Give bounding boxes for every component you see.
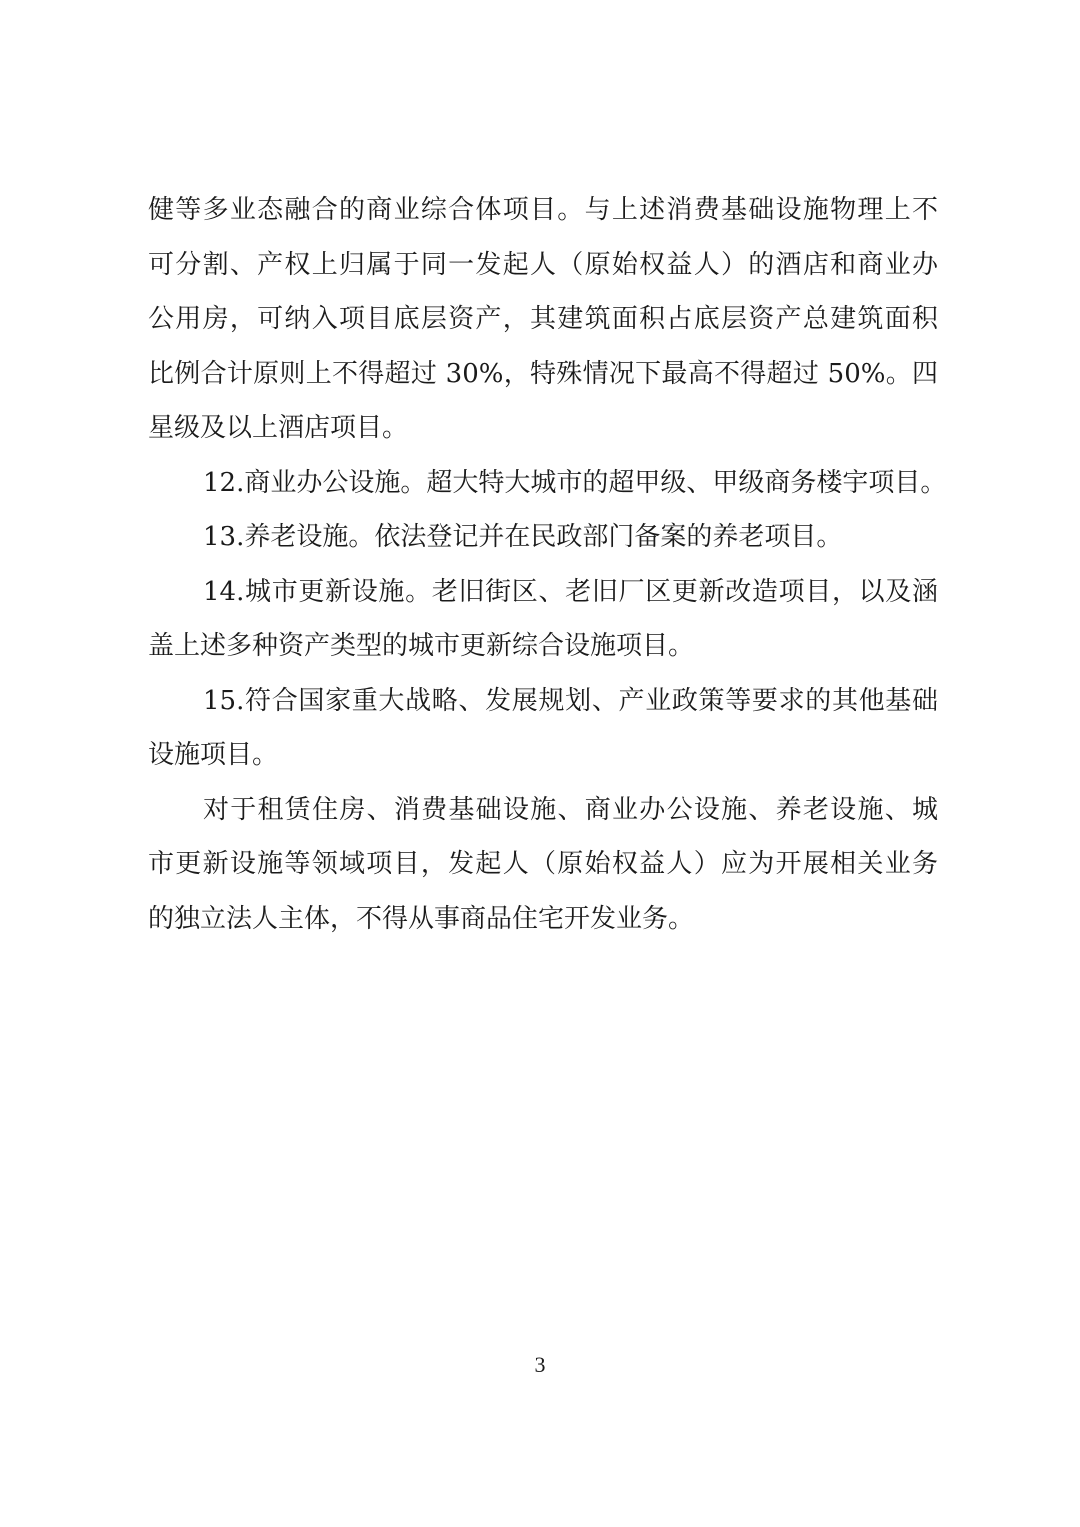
text-line: 市更新设施等领域项目，发起人（原始权益人）应为开展相关业务 bbox=[148, 849, 938, 879]
text-line: 14.城市更新设施。老旧街区、老旧厂区更新改造项目，以及涵 bbox=[203, 576, 938, 607]
text-line: 比例合计原则上不得超过 30%，特殊情况下最高不得超过 50%。四 bbox=[148, 358, 938, 389]
body-text bbox=[148, 183, 947, 946]
text-line: 盖上述多种资产类型的城市更新综合设施项目。 bbox=[148, 631, 695, 661]
text-line: 设施项目。 bbox=[148, 740, 279, 770]
text-line: 公用房，可纳入项目底层资产，其建筑面积占底层资产总建筑面积 bbox=[148, 304, 938, 334]
text-line: 星级及以上酒店项目。 bbox=[148, 413, 409, 443]
text-line: 15.符合国家重大战略、发展规划、产业政策等要求的其他基础 bbox=[203, 685, 938, 716]
text-line: 13.养老设施。依法登记并在民政部门备案的养老项目。 bbox=[203, 522, 843, 552]
text-line: 健等多业态融合的商业综合体项目。与上述消费基础设施物理上不 bbox=[148, 195, 938, 225]
page-number: 3 bbox=[534, 1352, 546, 1377]
text-line: 12.商业办公设施。超大特大城市的超甲级、甲级商务楼宇项目。 bbox=[203, 467, 947, 498]
text-line: 对于租赁住房、消费基础设施、商业办公设施、养老设施、城 bbox=[203, 794, 938, 825]
text-line: 的独立法人主体，不得从事商品住宅开发业务。 bbox=[148, 903, 695, 934]
text-line: 可分割、产权上归属于同一发起人（原始权益人）的酒店和商业办 bbox=[148, 249, 938, 280]
